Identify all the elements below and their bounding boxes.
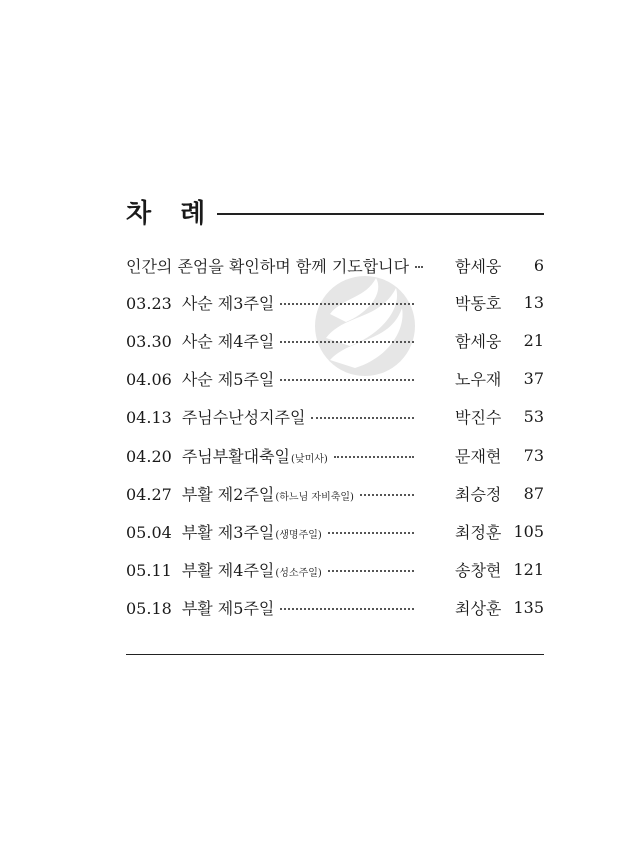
toc-entry[interactable]: [126, 512, 544, 550]
toc-entry-page-number: 121: [513, 559, 544, 579]
leader-dots: [280, 379, 414, 381]
toc-entry-title: 사순 제4주일: [181, 331, 275, 351]
toc-entry-author: 최상훈: [455, 598, 502, 618]
toc-entry-title: 주님수난성지주일: [181, 407, 306, 427]
toc-entry[interactable]: [126, 359, 544, 397]
toc-entry-page-number: 135: [513, 597, 544, 617]
toc-entry-subtitle: (하느님 자비축일): [275, 491, 354, 503]
toc-entry[interactable]: [126, 321, 544, 359]
toc-entry-title: 부활 제3주일: [181, 522, 275, 542]
leader-dots: [311, 417, 414, 419]
toc-entry-date: 04.13: [126, 407, 172, 427]
toc-entry[interactable]: [126, 588, 544, 626]
toc-entry-subtitle: (낮미사): [291, 453, 328, 465]
toc-entry-subtitle: (성소주일): [275, 567, 322, 579]
leader-dots: [334, 456, 414, 458]
toc-entry-page-number: 73: [523, 445, 544, 465]
toc-entry-author: 문재현: [455, 446, 502, 466]
toc-entry-title: 부활 제2주일: [181, 484, 275, 504]
toc-entry-page-number: 87: [523, 483, 544, 503]
toc-entry-author: 송창현: [455, 560, 502, 580]
toc-entry-author: 함세웅: [455, 331, 502, 351]
toc-entry-title: 부활 제4주일: [181, 560, 275, 580]
toc-entry-title-group: [126, 482, 416, 505]
toc-entry-author: 노우재: [455, 369, 502, 389]
toc-entry-author: 최정훈: [455, 522, 502, 542]
toc-entry-date: 05.18: [126, 598, 172, 618]
toc-entry-author: 함세웅: [455, 256, 502, 276]
toc-entry-page-number: 37: [523, 368, 544, 388]
toc-entry[interactable]: [126, 283, 544, 321]
toc-entry-subtitle: (생명주일): [275, 529, 322, 541]
toc-entry-date: 05.11: [126, 560, 172, 580]
toc-entry-title-group: [126, 291, 416, 314]
leader-dots: [280, 608, 414, 610]
toc-entry-title-group: [126, 520, 416, 543]
toc-entry-title-group: [126, 329, 416, 352]
toc-entry-page-number: 6: [533, 255, 544, 275]
toc-entry[interactable]: [126, 550, 544, 588]
toc-entry[interactable]: [126, 246, 544, 284]
toc-entry-date: 04.20: [126, 446, 172, 466]
leader-dots: [328, 532, 414, 534]
toc-entry-page-number: 53: [523, 406, 544, 426]
toc-entry-date: 04.06: [126, 369, 172, 389]
toc-entry-title: 주님부활대축일: [181, 446, 291, 466]
leader-dots: [360, 494, 414, 496]
bottom-divider: [126, 654, 544, 655]
toc-entry-date: 03.23: [126, 293, 172, 313]
leader-dots: [415, 266, 423, 268]
toc-entry[interactable]: [126, 397, 544, 435]
toc-entry-title-group: [126, 444, 416, 467]
leader-dots: [280, 341, 414, 343]
toc-entry-title-group: [126, 367, 416, 390]
toc-entry-author: 박진수: [455, 407, 502, 427]
toc-entry-date: 03.30: [126, 331, 172, 351]
toc-entry-date: 05.04: [126, 522, 172, 542]
toc-entry-title-group: [126, 254, 418, 277]
toc-entry[interactable]: [126, 474, 544, 512]
toc-entry[interactable]: [126, 436, 544, 474]
toc-entry-date: 04.27: [126, 484, 172, 504]
leader-dots: [328, 570, 414, 572]
toc-entry-title-group: [126, 405, 416, 428]
page-title: 차 례: [126, 199, 216, 229]
toc-entry-title: 부활 제5주일: [181, 598, 275, 618]
toc-entry-page-number: 21: [523, 330, 544, 350]
toc-entry-author: 최승정: [455, 484, 502, 504]
toc-entry-page-number: 105: [513, 521, 544, 541]
toc-entry-title-group: [126, 596, 416, 619]
toc-entry-title: 사순 제5주일: [181, 369, 275, 389]
toc-entry-title-group: [126, 558, 416, 581]
toc-entry-title: 인간의 존엄을 확인하며 함께 기도합니다: [126, 256, 410, 276]
toc-entry-page-number: 13: [523, 292, 544, 312]
title-divider: [217, 213, 544, 215]
toc-header: [126, 196, 544, 236]
leader-dots: [280, 303, 414, 305]
toc-entry-title: 사순 제3주일: [181, 293, 275, 313]
toc-entry-author: 박동호: [455, 293, 502, 313]
